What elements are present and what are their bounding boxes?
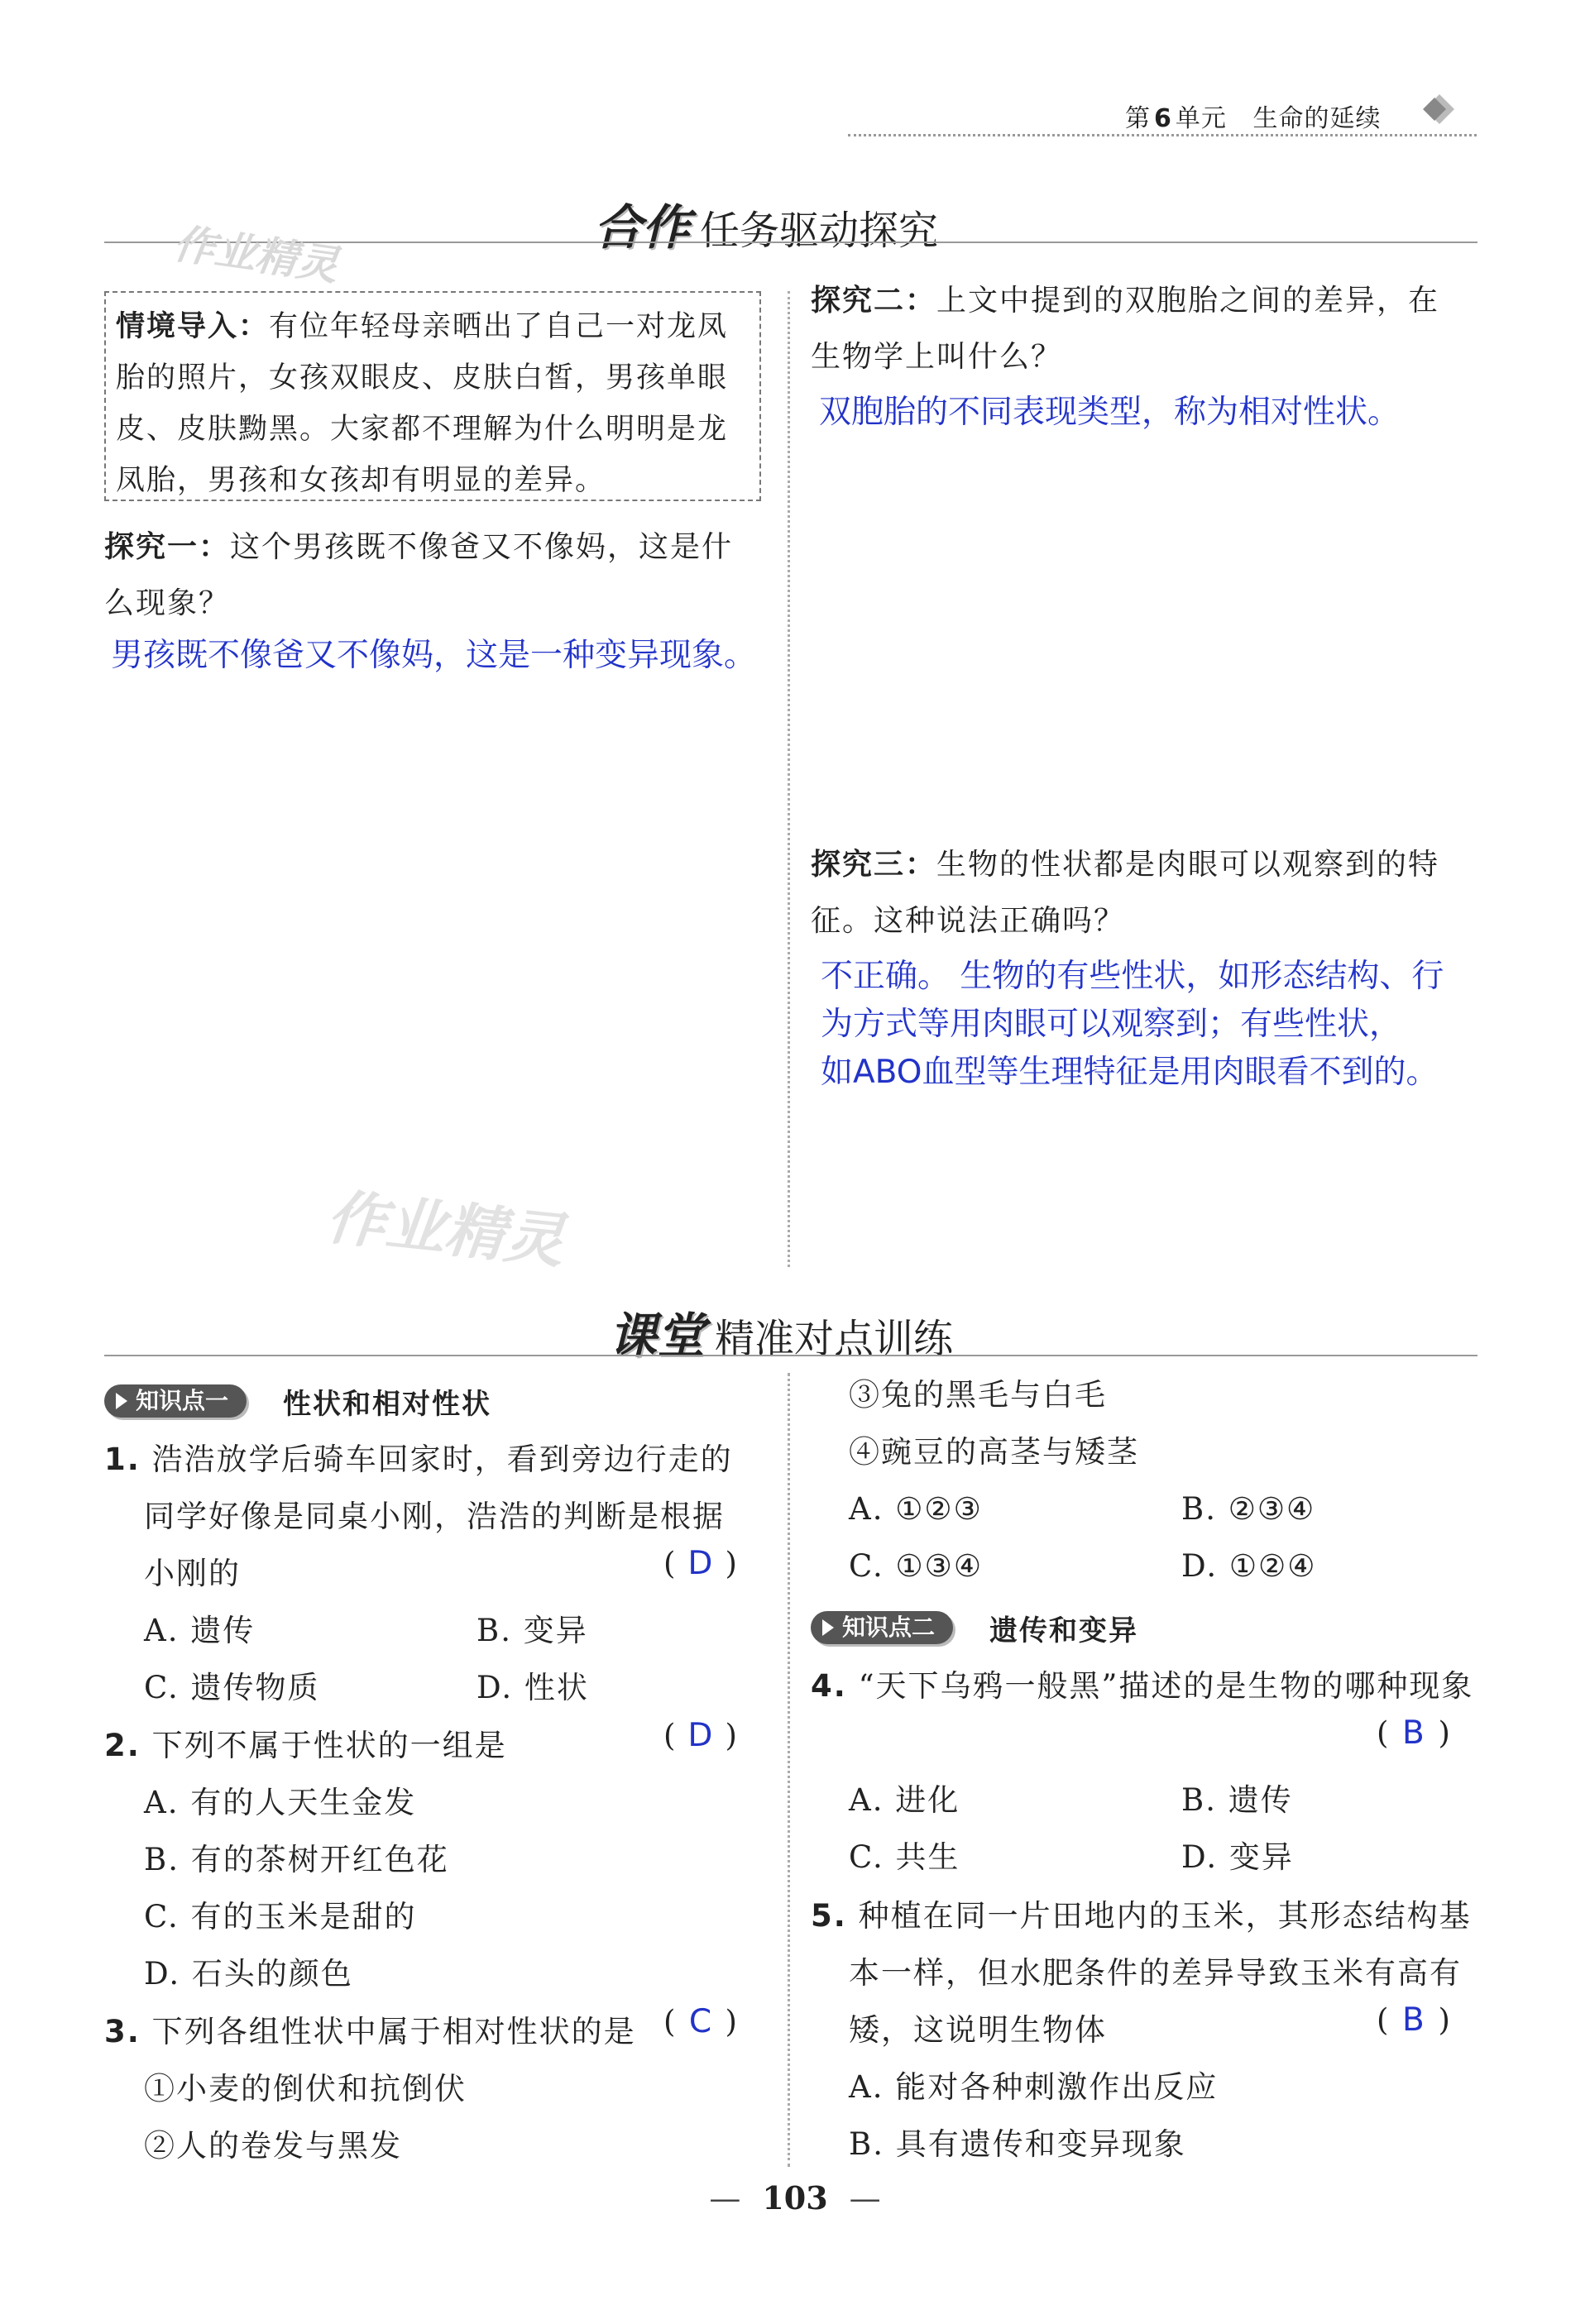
scenario-line: 皮、皮肤黝黑。大家都不理解为什么明明是龙	[116, 413, 729, 446]
section-badge: 合作	[594, 199, 691, 256]
option: A. 遗传	[144, 1613, 256, 1648]
section-rule	[104, 1355, 1477, 1356]
knowledge-point-title: 性状和相对性状	[283, 1387, 492, 1421]
option: A. ①②③	[849, 1491, 983, 1527]
inquiry-two	[811, 273, 1489, 385]
question-5	[811, 1887, 1489, 2173]
option: A. 进化	[849, 1782, 960, 1818]
scenario-line: 有位年轻母亲晒出了自己一对龙凤	[269, 310, 729, 343]
answer-line: 不正确。 生物的有些性状，如形态结构、行	[821, 958, 1444, 995]
page-number	[0, 2179, 1590, 2216]
question-3-continued	[811, 1366, 1489, 1595]
section-badge: 课堂	[609, 1308, 706, 1364]
answer-line: 如ABO血型等生理特征是用肉眼看不到的。	[821, 1054, 1439, 1091]
inquiry-text: 生物学上叫什么？	[811, 340, 1063, 374]
answer-bracket: ( C )	[663, 2003, 737, 2040]
option: C. ①③④	[849, 1548, 984, 1584]
scenario-label: 情境导入：	[116, 310, 270, 343]
question-number: 3.	[104, 2014, 141, 2049]
answer-bracket: ( D )	[663, 1717, 737, 1754]
question-number: 4.	[811, 1668, 847, 1704]
unit-title: 生命的延续	[1252, 104, 1382, 133]
option: D. 石头的颜色	[144, 1956, 353, 1992]
option: A. 能对各种刺激作出反应	[849, 2069, 1219, 2105]
question-text: 同学好像是同桌小刚，浩浩的判断是根据	[144, 1499, 725, 1534]
section-cooperation-banner	[594, 189, 938, 258]
knowledge-point-tag	[104, 1384, 247, 1418]
column-divider	[788, 291, 790, 1267]
answer-bracket: ( D )	[663, 1545, 737, 1582]
question-1	[104, 1431, 766, 1716]
knowledge-point-two	[811, 1609, 1138, 1646]
question-number: 1.	[104, 1442, 141, 1477]
section-title: 精准对点训练	[715, 1316, 954, 1362]
question-text: 下列各组性状中属于相对性状的是	[151, 2014, 636, 2049]
answer-letter: D	[687, 1545, 713, 1582]
watermark-logo: 作业精灵	[323, 1182, 568, 1276]
page-number-value: 103	[762, 2179, 828, 2216]
question-text: 下列不属于性状的一组是	[151, 1728, 507, 1763]
statement-item: ③兔的黑毛与白毛	[849, 1377, 1107, 1413]
column-divider	[788, 1373, 790, 2167]
question-2	[104, 1717, 766, 2002]
answer-bracket: ( B )	[1377, 1714, 1450, 1752]
diamond-icon	[1423, 93, 1456, 126]
header-rule	[848, 134, 1477, 136]
inquiry-one	[104, 519, 766, 632]
statement-item: ④豌豆的高茎与矮茎	[849, 1434, 1139, 1470]
knowledge-point-one	[104, 1383, 491, 1419]
answer-letter: B	[1402, 1714, 1425, 1752]
option: A. 有的人天生金发	[144, 1785, 417, 1820]
question-number: 2.	[104, 1728, 141, 1763]
unit-header	[1125, 98, 1381, 134]
knowledge-point-title: 遗传和变异	[989, 1614, 1139, 1647]
section-title: 任务驱动探究	[700, 208, 939, 254]
scenario-box	[104, 291, 761, 501]
inquiry-text: 征。这种说法正确吗？	[811, 904, 1126, 938]
unit-prefix: 第	[1125, 104, 1151, 133]
option: D. 性状	[477, 1670, 589, 1705]
question-3	[104, 2003, 766, 2174]
page-dash: —	[849, 2180, 881, 2216]
option: D. 变异	[1181, 1839, 1294, 1875]
option: D. ①②④	[1181, 1548, 1317, 1584]
option: B. 具有遗传和变异现象	[849, 2126, 1186, 2162]
page-dash: —	[709, 2180, 741, 2216]
unit-number: 6	[1154, 104, 1172, 133]
inquiry-three	[811, 837, 1489, 949]
answer-line: 为方式等用肉眼可以观察到；有些性状，	[821, 1006, 1402, 1043]
answer-letter: D	[687, 1717, 713, 1754]
question-text: 浩浩放学后骑车回家时，看到旁边行走的	[151, 1442, 733, 1477]
answer-letter: C	[688, 2003, 712, 2040]
option: B. 有的茶树开红色花	[144, 1842, 449, 1877]
unit-suffix: 单元	[1175, 104, 1227, 133]
kp-tag-label: 知识点一	[136, 1387, 229, 1414]
kp-tag-label: 知识点二	[842, 1614, 936, 1641]
question-text: 小刚的	[144, 1556, 241, 1591]
option: C. 有的玉米是甜的	[144, 1899, 417, 1934]
play-triangle-icon	[822, 1619, 834, 1636]
watermark-logo: 作业精灵	[170, 219, 342, 290]
option: C. 遗传物质	[144, 1670, 320, 1705]
question-number: 5.	[811, 1898, 847, 1934]
knowledge-point-tag	[811, 1611, 953, 1644]
question-text: 矮，这说明生物体	[849, 2012, 1107, 2048]
statement-item: ①小麦的倒伏和抗倒伏	[144, 2071, 467, 2106]
question-4	[811, 1657, 1489, 1886]
inquiry-label: 探究一：	[104, 530, 231, 564]
inquiry-text: 么现象？	[104, 586, 231, 620]
inquiry-text: 上文中提到的双胞胎之间的差异，在	[936, 284, 1440, 318]
inquiry-label: 探究二：	[811, 284, 937, 318]
statement-item: ②人的卷发与黑发	[144, 2128, 402, 2164]
scenario-line: 凤胎，男孩和女孩却有明显的差异。	[116, 464, 606, 497]
option: B. ②③④	[1181, 1491, 1316, 1527]
inquiry-text: 这个男孩既不像爸又不像妈，这是什	[230, 530, 734, 564]
question-text: 本一样，但水肥条件的差异导致玉米有高有	[849, 1955, 1462, 1991]
question-text: “天下乌鸦一般黑”描述的是生物的哪种现象	[858, 1668, 1474, 1704]
play-triangle-icon	[116, 1393, 127, 1409]
inquiry-two-answer: 双胞胎的不同表现类型，称为相对性状。	[819, 394, 1401, 431]
scenario-line: 胎的照片，女孩双眼皮、皮肤白皙，男孩单眼	[116, 361, 729, 395]
option: B. 变异	[477, 1613, 588, 1648]
answer-bracket: ( B )	[1377, 2001, 1450, 2039]
inquiry-three-answer	[821, 953, 1444, 1097]
inquiry-one-answer: 男孩既不像爸又不像妈，这是一种变异现象。	[111, 637, 757, 674]
inquiry-text: 生物的性状都是肉眼可以观察到的特	[936, 848, 1440, 882]
question-text: 种植在同一片田地内的玉米，其形态结构基	[858, 1898, 1472, 1934]
option: B. 遗传	[1181, 1782, 1293, 1818]
option: C. 共生	[849, 1839, 960, 1875]
answer-letter: B	[1402, 2001, 1425, 2039]
inquiry-label: 探究三：	[811, 848, 937, 882]
